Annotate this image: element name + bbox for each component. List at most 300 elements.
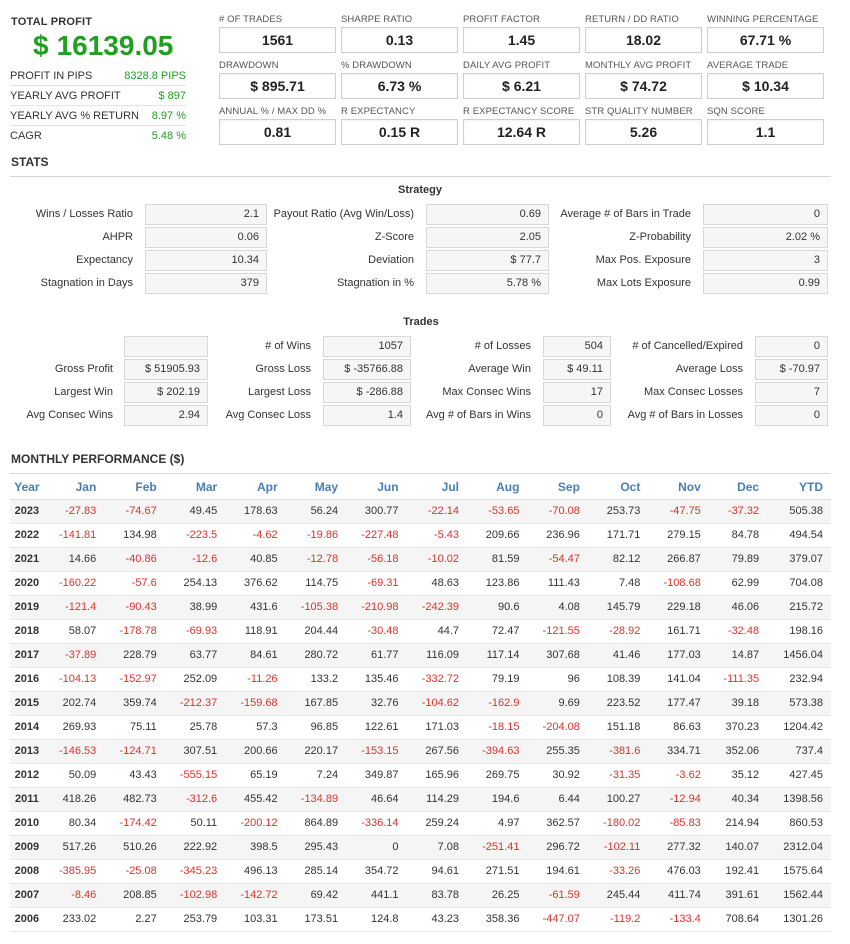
- month-value-cell: -4.62: [225, 523, 285, 547]
- month-value-cell: 1398.56: [767, 787, 831, 811]
- month-value-cell: 117.14: [467, 643, 527, 667]
- strategy-title: Strategy: [397, 184, 443, 196]
- table-row: [10, 859, 831, 883]
- month-value-cell: -61.59: [527, 883, 587, 907]
- metric-label: PROFIT FACTOR: [463, 14, 540, 25]
- month-value-cell: -37.32: [709, 499, 767, 523]
- month-value-cell: 295.43: [286, 835, 346, 859]
- month-value-cell: 431.6: [225, 595, 285, 619]
- month-value-cell: 65.19: [225, 763, 285, 787]
- summary-row-label: CAGR: [10, 130, 42, 142]
- month-value-cell: 1562.44: [767, 883, 831, 907]
- metric-label: WINNING PERCENTAGE: [707, 14, 819, 25]
- monthly-header-year: Year: [10, 475, 44, 499]
- strategy-value: 379: [145, 273, 267, 294]
- strategy-value: 2.02 %: [703, 227, 828, 248]
- year-cell: 2023: [10, 499, 44, 523]
- month-value-cell: -54.47: [527, 547, 587, 571]
- month-value-cell: 83.78: [407, 883, 467, 907]
- month-value-cell: -22.14: [407, 499, 467, 523]
- summary-row: [10, 66, 186, 86]
- month-value-cell: -37.89: [44, 643, 104, 667]
- month-value-cell: 252.09: [165, 667, 225, 691]
- month-value-cell: 84.78: [709, 523, 767, 547]
- trades-value: 0: [755, 405, 828, 426]
- table-row: [10, 667, 831, 691]
- table-row: [10, 715, 831, 739]
- month-value-cell: -57.6: [104, 571, 164, 595]
- month-value-cell: 81.59: [467, 547, 527, 571]
- month-value-cell: -33.26: [588, 859, 648, 883]
- month-value-cell: 4.08: [527, 595, 587, 619]
- month-value-cell: -251.41: [467, 835, 527, 859]
- strategy-value: 0.69: [426, 204, 549, 225]
- month-value-cell: 48.63: [407, 571, 467, 595]
- month-value-cell: 96.85: [286, 715, 346, 739]
- trades-value: 2.94: [124, 405, 208, 426]
- month-value-cell: 41.46: [588, 643, 648, 667]
- year-cell: 2010: [10, 811, 44, 835]
- month-value-cell: 192.41: [709, 859, 767, 883]
- month-value-cell: -40.86: [104, 547, 164, 571]
- monthly-header-oct: Oct: [588, 475, 648, 499]
- month-value-cell: 510.26: [104, 835, 164, 859]
- table-row: [10, 619, 831, 643]
- trades-title: Trades: [403, 316, 439, 328]
- metric-box: [585, 14, 702, 53]
- month-value-cell: -85.83: [648, 811, 708, 835]
- month-value-cell: 704.08: [767, 571, 831, 595]
- month-value-cell: 220.17: [286, 739, 346, 763]
- month-value-cell: 271.51: [467, 859, 527, 883]
- monthly-performance-table: [10, 475, 831, 932]
- month-value-cell: 61.77: [346, 643, 406, 667]
- year-cell: 2019: [10, 595, 44, 619]
- month-value-cell: -28.92: [588, 619, 648, 643]
- month-value-cell: -74.67: [104, 499, 164, 523]
- monthly-header-aug: Aug: [467, 475, 527, 499]
- month-value-cell: 14.66: [44, 547, 104, 571]
- month-value-cell: -18.15: [467, 715, 527, 739]
- metric-box: [341, 14, 458, 53]
- metric-value: 0.15 R: [341, 119, 458, 145]
- table-row: [10, 595, 831, 619]
- metric-box: [463, 106, 580, 145]
- trades-label: # of Losses: [474, 340, 531, 352]
- month-value-cell: 35.12: [709, 763, 767, 787]
- month-value-cell: 25.78: [165, 715, 225, 739]
- month-value-cell: -3.62: [648, 763, 708, 787]
- trades-label: # of Cancelled/Expired: [632, 340, 743, 352]
- month-value-cell: 82.12: [588, 547, 648, 571]
- metric-box: [219, 14, 336, 53]
- month-value-cell: 334.71: [648, 739, 708, 763]
- strategy-label: Average # of Bars in Trade: [560, 208, 691, 220]
- year-cell: 2009: [10, 835, 44, 859]
- month-value-cell: 39.18: [709, 691, 767, 715]
- strategy-label: Wins / Losses Ratio: [35, 208, 133, 220]
- month-value-cell: -447.07: [527, 907, 587, 931]
- trades-label: Largest Win: [54, 386, 113, 398]
- month-value-cell: 254.13: [165, 571, 225, 595]
- metric-value: 5.26: [585, 119, 702, 145]
- month-value-cell: -121.55: [527, 619, 587, 643]
- trades-value: $ 202.19: [124, 382, 208, 403]
- month-value-cell: -121.4: [44, 595, 104, 619]
- metric-label: AVERAGE TRADE: [707, 60, 789, 71]
- month-value-cell: 1301.26: [767, 907, 831, 931]
- month-value-cell: 2312.04: [767, 835, 831, 859]
- month-value-cell: 476.03: [648, 859, 708, 883]
- month-value-cell: 277.32: [648, 835, 708, 859]
- month-value-cell: 194.61: [527, 859, 587, 883]
- month-value-cell: 63.77: [165, 643, 225, 667]
- month-value-cell: 233.02: [44, 907, 104, 931]
- month-value-cell: 100.27: [588, 787, 648, 811]
- table-row: [10, 787, 831, 811]
- month-value-cell: -174.42: [104, 811, 164, 835]
- monthly-header-feb: Feb: [104, 475, 164, 499]
- table-row: [10, 739, 831, 763]
- summary-row-value: 8328.8 PIPS: [124, 69, 186, 82]
- monthly-header-nov: Nov: [648, 475, 708, 499]
- summary-row: [10, 106, 186, 126]
- month-value-cell: 505.38: [767, 499, 831, 523]
- month-value-cell: 496.13: [225, 859, 285, 883]
- month-value-cell: 358.36: [467, 907, 527, 931]
- month-value-cell: -108.68: [648, 571, 708, 595]
- month-value-cell: 111.43: [527, 571, 587, 595]
- month-value-cell: -204.08: [527, 715, 587, 739]
- total-profit-label: TOTAL PROFIT: [11, 16, 93, 28]
- month-value-cell: 441.1: [346, 883, 406, 907]
- month-value-cell: 151.18: [588, 715, 648, 739]
- month-value-cell: 427.45: [767, 763, 831, 787]
- month-value-cell: -111.35: [709, 667, 767, 691]
- trades-label: Average Win: [468, 363, 531, 375]
- month-value-cell: -53.65: [467, 499, 527, 523]
- month-value-cell: -160.22: [44, 571, 104, 595]
- month-value-cell: 860.53: [767, 811, 831, 835]
- month-value-cell: -69.93: [165, 619, 225, 643]
- metric-label: DRAWDOWN: [219, 60, 279, 71]
- strategy-value: 10.34: [145, 250, 267, 271]
- month-value-cell: 4.97: [467, 811, 527, 835]
- month-value-cell: -90.43: [104, 595, 164, 619]
- month-value-cell: 280.72: [286, 643, 346, 667]
- month-value-cell: 379.07: [767, 547, 831, 571]
- month-value-cell: -178.78: [104, 619, 164, 643]
- month-value-cell: -105.38: [286, 595, 346, 619]
- month-value-cell: -102.98: [165, 883, 225, 907]
- monthly-header-mar: Mar: [165, 475, 225, 499]
- month-value-cell: 236.96: [527, 523, 587, 547]
- metric-value: $ 74.72: [585, 73, 702, 99]
- month-value-cell: -394.63: [467, 739, 527, 763]
- month-value-cell: 307.68: [527, 643, 587, 667]
- metric-label: % DRAWDOWN: [341, 60, 412, 71]
- month-value-cell: 455.42: [225, 787, 285, 811]
- metric-value: $ 6.21: [463, 73, 580, 99]
- month-value-cell: 177.47: [648, 691, 708, 715]
- month-value-cell: 215.72: [767, 595, 831, 619]
- year-cell: 2021: [10, 547, 44, 571]
- month-value-cell: -25.08: [104, 859, 164, 883]
- trades-label: Largest Loss: [248, 386, 311, 398]
- month-value-cell: -312.6: [165, 787, 225, 811]
- table-row: [10, 907, 831, 931]
- trades-value: 0: [543, 405, 611, 426]
- metric-label: SQN SCORE: [707, 106, 765, 117]
- month-value-cell: 43.23: [407, 907, 467, 931]
- metric-box: [585, 106, 702, 145]
- month-value-cell: 84.61: [225, 643, 285, 667]
- month-value-cell: 1204.42: [767, 715, 831, 739]
- year-cell: 2012: [10, 763, 44, 787]
- metric-box: [707, 106, 824, 145]
- month-value-cell: -336.14: [346, 811, 406, 835]
- month-value-cell: -70.08: [527, 499, 587, 523]
- month-value-cell: 209.66: [467, 523, 527, 547]
- metric-box: [341, 106, 458, 145]
- year-cell: 2017: [10, 643, 44, 667]
- month-value-cell: 171.03: [407, 715, 467, 739]
- year-cell: 2007: [10, 883, 44, 907]
- monthly-header-ytd: YTD: [767, 475, 831, 499]
- month-value-cell: -227.48: [346, 523, 406, 547]
- month-value-cell: 145.79: [588, 595, 648, 619]
- month-value-cell: -27.83: [44, 499, 104, 523]
- month-value-cell: 79.19: [467, 667, 527, 691]
- month-value-cell: 7.48: [588, 571, 648, 595]
- summary-row-label: YEARLY AVG PROFIT: [10, 89, 121, 102]
- month-value-cell: 44.7: [407, 619, 467, 643]
- month-value-cell: 38.99: [165, 595, 225, 619]
- metric-box: [219, 60, 336, 99]
- month-value-cell: -47.75: [648, 499, 708, 523]
- total-profit-currency: $: [33, 30, 49, 61]
- year-cell: 2022: [10, 523, 44, 547]
- month-value-cell: 494.54: [767, 523, 831, 547]
- month-value-cell: 80.34: [44, 811, 104, 835]
- month-value-cell: 208.85: [104, 883, 164, 907]
- month-value-cell: 133.2: [286, 667, 346, 691]
- trades-label: Avg Consec Loss: [225, 409, 311, 421]
- month-value-cell: 255.35: [527, 739, 587, 763]
- strategy-value: 5.78 %: [426, 273, 549, 294]
- metric-label: ANNUAL % / MAX DD %: [219, 106, 327, 117]
- trades-value: 17: [543, 382, 611, 403]
- monthly-header-dec: Dec: [709, 475, 767, 499]
- month-value-cell: -180.02: [588, 811, 648, 835]
- year-cell: 2011: [10, 787, 44, 811]
- month-value-cell: 134.98: [104, 523, 164, 547]
- month-value-cell: 96: [527, 667, 587, 691]
- metric-box: [707, 14, 824, 53]
- month-value-cell: -555.15: [165, 763, 225, 787]
- month-value-cell: 349.87: [346, 763, 406, 787]
- month-value-cell: 296.72: [527, 835, 587, 859]
- month-value-cell: 269.93: [44, 715, 104, 739]
- total-profit-value: [33, 30, 173, 62]
- month-value-cell: 124.8: [346, 907, 406, 931]
- month-value-cell: 391.61: [709, 883, 767, 907]
- total-profit-amount: 16139.05: [56, 30, 174, 61]
- strategy-value: 0.06: [145, 227, 267, 248]
- metric-label: DAILY AVG PROFIT: [463, 60, 551, 71]
- summary-row: [10, 126, 186, 146]
- metric-value: 12.64 R: [463, 119, 580, 145]
- month-value-cell: 122.61: [346, 715, 406, 739]
- metric-label: RETURN / DD RATIO: [585, 14, 679, 25]
- month-value-cell: 1575.64: [767, 859, 831, 883]
- metric-value: 18.02: [585, 27, 702, 53]
- month-value-cell: -102.11: [588, 835, 648, 859]
- trades-label: # of Wins: [265, 340, 311, 352]
- month-value-cell: 6.44: [527, 787, 587, 811]
- monthly-header-jun: Jun: [346, 475, 406, 499]
- month-value-cell: -30.48: [346, 619, 406, 643]
- monthly-header-jul: Jul: [407, 475, 467, 499]
- month-value-cell: -133.4: [648, 907, 708, 931]
- strategy-value: 0.99: [703, 273, 828, 294]
- monthly-title: MONTHLY PERFORMANCE ($): [11, 452, 185, 466]
- month-value-cell: -124.71: [104, 739, 164, 763]
- month-value-cell: -212.37: [165, 691, 225, 715]
- metric-box: [585, 60, 702, 99]
- month-value-cell: -141.81: [44, 523, 104, 547]
- metric-value: 1561: [219, 27, 336, 53]
- trades-value: $ 51905.93: [124, 359, 208, 380]
- month-value-cell: 165.96: [407, 763, 467, 787]
- trades-value: [124, 336, 208, 357]
- month-value-cell: 418.26: [44, 787, 104, 811]
- year-cell: 2016: [10, 667, 44, 691]
- month-value-cell: -385.95: [44, 859, 104, 883]
- month-value-cell: 398.5: [225, 835, 285, 859]
- month-value-cell: 50.09: [44, 763, 104, 787]
- month-value-cell: 370.23: [709, 715, 767, 739]
- month-value-cell: 9.69: [527, 691, 587, 715]
- month-value-cell: -146.53: [44, 739, 104, 763]
- metric-box: [219, 106, 336, 145]
- month-value-cell: 354.72: [346, 859, 406, 883]
- month-value-cell: 161.71: [648, 619, 708, 643]
- metric-value: 1.45: [463, 27, 580, 53]
- strategy-label: Expectancy: [76, 254, 133, 266]
- month-value-cell: -242.39: [407, 595, 467, 619]
- metric-label: SHARPE RATIO: [341, 14, 413, 25]
- month-value-cell: -104.13: [44, 667, 104, 691]
- month-value-cell: -345.23: [165, 859, 225, 883]
- month-value-cell: -159.68: [225, 691, 285, 715]
- metric-label: STR QUALITY NUMBER: [585, 106, 693, 117]
- monthly-header-may: May: [286, 475, 346, 499]
- month-value-cell: 202.74: [44, 691, 104, 715]
- summary-row-value: $ 897: [158, 89, 186, 102]
- month-value-cell: 259.24: [407, 811, 467, 835]
- table-row: [10, 691, 831, 715]
- trades-label: Avg # of Bars in Losses: [627, 409, 743, 421]
- month-value-cell: 228.79: [104, 643, 164, 667]
- month-value-cell: 116.09: [407, 643, 467, 667]
- trades-value: 7: [755, 382, 828, 403]
- month-value-cell: -200.12: [225, 811, 285, 835]
- month-value-cell: -162.9: [467, 691, 527, 715]
- month-value-cell: 94.61: [407, 859, 467, 883]
- month-value-cell: 573.38: [767, 691, 831, 715]
- month-value-cell: -381.6: [588, 739, 648, 763]
- month-value-cell: -69.31: [346, 571, 406, 595]
- year-cell: 2006: [10, 907, 44, 931]
- month-value-cell: 103.31: [225, 907, 285, 931]
- month-value-cell: 140.07: [709, 835, 767, 859]
- monthly-divider: [10, 473, 831, 474]
- month-value-cell: -12.94: [648, 787, 708, 811]
- stats-title: STATS: [11, 155, 49, 169]
- monthly-header-apr: Apr: [225, 475, 285, 499]
- month-value-cell: -332.72: [407, 667, 467, 691]
- summary-row: [10, 86, 186, 106]
- month-value-cell: 72.47: [467, 619, 527, 643]
- strategy-label: Stagnation in Days: [40, 277, 133, 289]
- month-value-cell: 178.63: [225, 499, 285, 523]
- month-value-cell: 200.66: [225, 739, 285, 763]
- month-value-cell: 253.73: [588, 499, 648, 523]
- trades-value: $ -286.88: [323, 382, 411, 403]
- trades-value: 504: [543, 336, 611, 357]
- summary-row-label: PROFIT IN PIPS: [10, 69, 93, 82]
- month-value-cell: 482.73: [104, 787, 164, 811]
- month-value-cell: 56.24: [286, 499, 346, 523]
- month-value-cell: 14.87: [709, 643, 767, 667]
- month-value-cell: 62.99: [709, 571, 767, 595]
- month-value-cell: 26.25: [467, 883, 527, 907]
- trades-label: Max Consec Wins: [442, 386, 531, 398]
- month-value-cell: 69.42: [286, 883, 346, 907]
- month-value-cell: 222.92: [165, 835, 225, 859]
- strategy-label: Deviation: [368, 254, 414, 266]
- month-value-cell: 411.74: [648, 883, 708, 907]
- month-value-cell: 43.43: [104, 763, 164, 787]
- strategy-label: Max Pos. Exposure: [595, 254, 691, 266]
- month-value-cell: 267.56: [407, 739, 467, 763]
- monthly-header-row: [10, 475, 831, 499]
- trades-label: Gross Loss: [255, 363, 311, 375]
- trades-label: Avg Consec Wins: [26, 409, 113, 421]
- month-value-cell: -56.18: [346, 547, 406, 571]
- month-value-cell: 118.91: [225, 619, 285, 643]
- metric-box: [341, 60, 458, 99]
- month-value-cell: 30.92: [527, 763, 587, 787]
- strategy-label: Stagnation in %: [336, 277, 414, 289]
- month-value-cell: -8.46: [44, 883, 104, 907]
- month-value-cell: 108.39: [588, 667, 648, 691]
- month-value-cell: 232.94: [767, 667, 831, 691]
- month-value-cell: 253.79: [165, 907, 225, 931]
- month-value-cell: 177.03: [648, 643, 708, 667]
- month-value-cell: -223.5: [165, 523, 225, 547]
- month-value-cell: 2.27: [104, 907, 164, 931]
- month-value-cell: -142.72: [225, 883, 285, 907]
- summary-row-value: 8.97 %: [151, 109, 186, 122]
- month-value-cell: 737.4: [767, 739, 831, 763]
- month-value-cell: -31.35: [588, 763, 648, 787]
- month-value-cell: 114.75: [286, 571, 346, 595]
- metric-value: $ 895.71: [219, 73, 336, 99]
- month-value-cell: 269.75: [467, 763, 527, 787]
- metric-box: [463, 60, 580, 99]
